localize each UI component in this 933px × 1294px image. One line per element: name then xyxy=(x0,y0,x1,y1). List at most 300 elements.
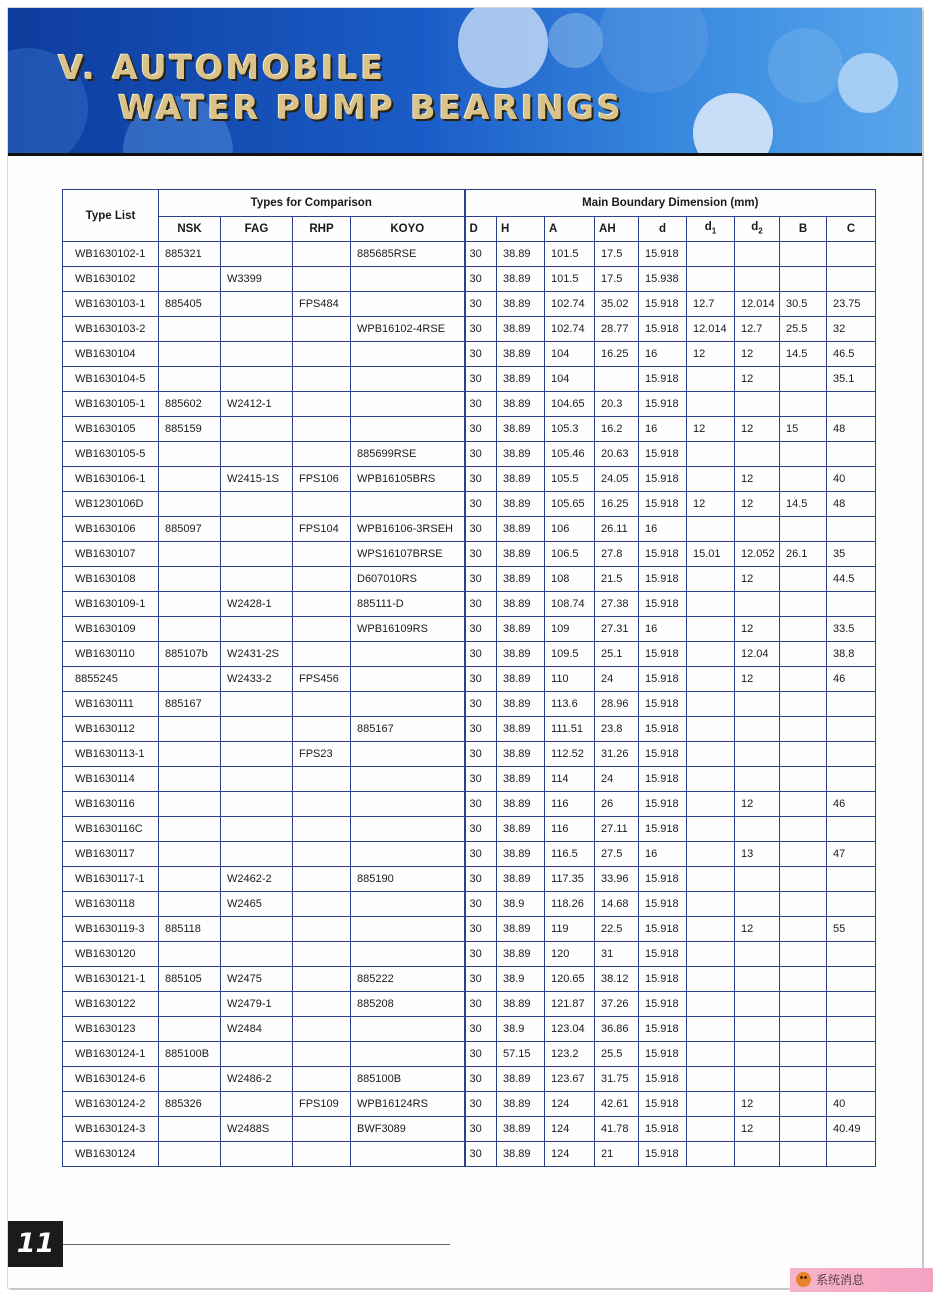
cell-C xyxy=(827,1142,876,1167)
cell-d1: 12 xyxy=(687,492,735,517)
cell-H: 57.15 xyxy=(497,1042,545,1067)
cell-type: WB1630124-3 xyxy=(63,1117,159,1142)
col-header-fag: FAG xyxy=(221,217,293,242)
cell-D: 30 xyxy=(465,417,497,442)
cell-D: 30 xyxy=(465,717,497,742)
cell-C xyxy=(827,267,876,292)
cell-B xyxy=(780,1142,827,1167)
cell-H: 38.89 xyxy=(497,467,545,492)
cell-d2 xyxy=(735,692,780,717)
cell-rhp xyxy=(293,717,351,742)
cell-H: 38.89 xyxy=(497,767,545,792)
col-header-d1 xyxy=(687,217,735,242)
cell-D: 30 xyxy=(465,1067,497,1092)
cell-d2 xyxy=(735,967,780,992)
col-header-B: B xyxy=(780,217,827,242)
cell-AH: 23.8 xyxy=(595,717,639,742)
cell-fag xyxy=(221,1042,293,1067)
table-row xyxy=(63,367,876,392)
cell-D: 30 xyxy=(465,942,497,967)
cell-d1 xyxy=(687,817,735,842)
cell-d: 15.918 xyxy=(639,992,687,1017)
cell-AH: 25.1 xyxy=(595,642,639,667)
cell-C xyxy=(827,767,876,792)
cell-rhp xyxy=(293,692,351,717)
cell-fag: W3399 xyxy=(221,267,293,292)
cell-type: WB1630103-2 xyxy=(63,317,159,342)
cell-C: 40 xyxy=(827,467,876,492)
cell-A: 116.5 xyxy=(545,842,595,867)
cell-fag xyxy=(221,342,293,367)
cell-type: WB1630109 xyxy=(63,617,159,642)
cell-rhp xyxy=(293,967,351,992)
cell-d1 xyxy=(687,717,735,742)
cell-C: 23.75 xyxy=(827,292,876,317)
cell-fag xyxy=(221,717,293,742)
col-header-d2 xyxy=(735,217,780,242)
comparison-group-header: Types for Comparison xyxy=(159,190,465,217)
cell-nsk xyxy=(159,317,221,342)
cell-type: WB1630124-2 xyxy=(63,1092,159,1117)
cell-koyo: WPB16106-3RSEH xyxy=(351,517,465,542)
cell-H: 38.9 xyxy=(497,1017,545,1042)
cell-nsk xyxy=(159,767,221,792)
cell-AH: 24 xyxy=(595,767,639,792)
system-message-button[interactable] xyxy=(790,1268,933,1292)
cell-type: WB1630107 xyxy=(63,542,159,567)
cell-AH: 24.05 xyxy=(595,467,639,492)
cell-B: 15 xyxy=(780,417,827,442)
cell-nsk: 885167 xyxy=(159,692,221,717)
cell-A: 124 xyxy=(545,1117,595,1142)
cell-B xyxy=(780,267,827,292)
cell-d: 15.918 xyxy=(639,867,687,892)
cell-rhp xyxy=(293,542,351,567)
table-row xyxy=(63,292,876,317)
cell-d: 15.918 xyxy=(639,542,687,567)
cell-C: 44.5 xyxy=(827,567,876,592)
cell-H: 38.89 xyxy=(497,392,545,417)
cell-AH: 41.78 xyxy=(595,1117,639,1142)
table-row xyxy=(63,1017,876,1042)
cell-fag xyxy=(221,792,293,817)
table-row xyxy=(63,317,876,342)
cell-koyo: 885100B xyxy=(351,1067,465,1092)
cell-H: 38.89 xyxy=(497,742,545,767)
cell-nsk xyxy=(159,467,221,492)
cell-rhp: FPS106 xyxy=(293,467,351,492)
cell-H: 38.89 xyxy=(497,717,545,742)
page-number: 11 xyxy=(8,1221,63,1267)
cell-type: WB1630104-5 xyxy=(63,367,159,392)
cell-koyo xyxy=(351,842,465,867)
cell-rhp xyxy=(293,767,351,792)
cell-nsk xyxy=(159,492,221,517)
cell-C: 35.1 xyxy=(827,367,876,392)
cell-rhp xyxy=(293,642,351,667)
cell-fag xyxy=(221,317,293,342)
cell-d: 15.918 xyxy=(639,642,687,667)
cell-nsk xyxy=(159,717,221,742)
banner-divider xyxy=(8,153,922,156)
cell-fag: W2488S xyxy=(221,1117,293,1142)
cell-D: 30 xyxy=(465,1017,497,1042)
cell-H: 38.89 xyxy=(497,1067,545,1092)
cell-rhp xyxy=(293,892,351,917)
cell-koyo: 885208 xyxy=(351,992,465,1017)
cell-A: 123.67 xyxy=(545,1067,595,1092)
cell-B xyxy=(780,567,827,592)
system-message-label: 系统消息 xyxy=(816,1273,865,1287)
cell-d1 xyxy=(687,267,735,292)
cell-d: 15.918 xyxy=(639,292,687,317)
cell-A: 117.35 xyxy=(545,867,595,892)
cell-B xyxy=(780,367,827,392)
cell-d: 15.918 xyxy=(639,1042,687,1067)
cell-B xyxy=(780,767,827,792)
cell-nsk xyxy=(159,1067,221,1092)
table-row xyxy=(63,742,876,767)
cell-D: 30 xyxy=(465,867,497,892)
cell-B: 14.5 xyxy=(780,342,827,367)
cell-B xyxy=(780,442,827,467)
table-row xyxy=(63,592,876,617)
cell-H: 38.89 xyxy=(497,842,545,867)
cell-rhp xyxy=(293,442,351,467)
cell-type: WB1630121-1 xyxy=(63,967,159,992)
cell-d2: 12.014 xyxy=(735,292,780,317)
table-row xyxy=(63,1142,876,1167)
cell-AH: 27.31 xyxy=(595,617,639,642)
cell-nsk xyxy=(159,1142,221,1167)
page-title-line-2: WATER PUMP BEARINGS xyxy=(118,88,624,127)
bearing-comparison-table xyxy=(62,189,876,1167)
cell-koyo xyxy=(351,267,465,292)
cell-fag: W2465 xyxy=(221,892,293,917)
cell-fag xyxy=(221,742,293,767)
cell-B xyxy=(780,867,827,892)
cell-D: 30 xyxy=(465,992,497,1017)
cell-d: 15.918 xyxy=(639,792,687,817)
cell-C xyxy=(827,742,876,767)
cell-d2: 12 xyxy=(735,417,780,442)
cell-d2: 12 xyxy=(735,1092,780,1117)
cell-d2 xyxy=(735,867,780,892)
cell-H: 38.89 xyxy=(497,1117,545,1142)
cell-d2 xyxy=(735,1142,780,1167)
cell-C: 46 xyxy=(827,667,876,692)
cell-rhp xyxy=(293,342,351,367)
cell-H: 38.89 xyxy=(497,1092,545,1117)
cell-koyo xyxy=(351,742,465,767)
col-header-rhp: RHP xyxy=(293,217,351,242)
cell-d1 xyxy=(687,242,735,267)
table-row xyxy=(63,417,876,442)
cell-nsk xyxy=(159,1117,221,1142)
cell-B: 26.1 xyxy=(780,542,827,567)
cell-d2 xyxy=(735,242,780,267)
cell-d: 15.918 xyxy=(639,492,687,517)
cell-d1 xyxy=(687,367,735,392)
cell-A: 104 xyxy=(545,367,595,392)
cell-fag: W2484 xyxy=(221,1017,293,1042)
cell-AH: 37.26 xyxy=(595,992,639,1017)
cell-nsk xyxy=(159,567,221,592)
col-header-d1-base: d xyxy=(704,220,712,233)
cell-B xyxy=(780,642,827,667)
cell-d1 xyxy=(687,517,735,542)
cell-C xyxy=(827,817,876,842)
cell-fag xyxy=(221,242,293,267)
cell-rhp xyxy=(293,317,351,342)
cell-D: 30 xyxy=(465,242,497,267)
page-banner xyxy=(8,8,922,153)
cell-fag xyxy=(221,1092,293,1117)
table-row xyxy=(63,917,876,942)
cell-nsk: 885118 xyxy=(159,917,221,942)
cell-AH: 31.75 xyxy=(595,1067,639,1092)
cell-d: 15.918 xyxy=(639,742,687,767)
cell-nsk xyxy=(159,942,221,967)
cell-type: WB1630111 xyxy=(63,692,159,717)
cell-B: 25.5 xyxy=(780,317,827,342)
cell-nsk xyxy=(159,867,221,892)
table-row xyxy=(63,1117,876,1142)
cell-C: 38.8 xyxy=(827,642,876,667)
cell-D: 30 xyxy=(465,1117,497,1142)
cell-rhp: FPS23 xyxy=(293,742,351,767)
banner-bubble xyxy=(768,28,843,103)
cell-koyo xyxy=(351,492,465,517)
cell-C xyxy=(827,392,876,417)
col-header-C: C xyxy=(827,217,876,242)
cell-fag: W2412-1 xyxy=(221,392,293,417)
cell-A: 121.87 xyxy=(545,992,595,1017)
catalog-page xyxy=(8,8,922,1288)
page-title-line-1: V. AUTOMOBILE xyxy=(58,48,387,87)
cell-rhp xyxy=(293,592,351,617)
cell-type: WB1630105 xyxy=(63,417,159,442)
cell-rhp xyxy=(293,992,351,1017)
cell-H: 38.89 xyxy=(497,1142,545,1167)
cell-C xyxy=(827,942,876,967)
cell-d2: 12.052 xyxy=(735,542,780,567)
cell-AH: 27.38 xyxy=(595,592,639,617)
cell-rhp xyxy=(293,842,351,867)
cell-A: 114 xyxy=(545,767,595,792)
table-row xyxy=(63,342,876,367)
cell-A: 105.65 xyxy=(545,492,595,517)
cell-C: 33.5 xyxy=(827,617,876,642)
cell-B: 30.5 xyxy=(780,292,827,317)
cell-d1 xyxy=(687,1042,735,1067)
cell-koyo xyxy=(351,1017,465,1042)
col-header-A: A xyxy=(545,217,595,242)
cell-d1 xyxy=(687,967,735,992)
cell-nsk xyxy=(159,992,221,1017)
cell-C xyxy=(827,892,876,917)
cell-nsk: 885097 xyxy=(159,517,221,542)
cell-rhp xyxy=(293,267,351,292)
cell-type: WB1630122 xyxy=(63,992,159,1017)
cell-AH: 14.68 xyxy=(595,892,639,917)
cell-d1 xyxy=(687,742,735,767)
cell-type: WB1230106D xyxy=(63,492,159,517)
cell-AH: 26 xyxy=(595,792,639,817)
cell-fag: W2462-2 xyxy=(221,867,293,892)
cell-A: 101.5 xyxy=(545,242,595,267)
cell-B xyxy=(780,842,827,867)
cell-D: 30 xyxy=(465,767,497,792)
cell-A: 120.65 xyxy=(545,967,595,992)
table-row xyxy=(63,1092,876,1117)
cell-koyo: WPS16107BRSE xyxy=(351,542,465,567)
cell-B xyxy=(780,242,827,267)
cell-koyo xyxy=(351,917,465,942)
cell-C xyxy=(827,992,876,1017)
cell-B xyxy=(780,942,827,967)
cell-H: 38.89 xyxy=(497,292,545,317)
cell-B: 14.5 xyxy=(780,492,827,517)
cell-A: 110 xyxy=(545,667,595,692)
cell-type: WB1630118 xyxy=(63,892,159,917)
cell-fag xyxy=(221,817,293,842)
cell-fag: W2415-1S xyxy=(221,467,293,492)
cell-type: 8855245 xyxy=(63,667,159,692)
cell-H: 38.89 xyxy=(497,667,545,692)
cell-fag xyxy=(221,1142,293,1167)
cell-koyo xyxy=(351,942,465,967)
cell-D: 30 xyxy=(465,292,497,317)
page-title xyxy=(58,48,624,128)
cell-D: 30 xyxy=(465,592,497,617)
cell-H: 38.89 xyxy=(497,242,545,267)
cell-AH: 20.3 xyxy=(595,392,639,417)
cell-D: 30 xyxy=(465,742,497,767)
table-row xyxy=(63,767,876,792)
cell-D: 30 xyxy=(465,542,497,567)
cell-d2: 12 xyxy=(735,617,780,642)
cell-d: 15.918 xyxy=(639,317,687,342)
cell-B xyxy=(780,392,827,417)
cell-d: 15.918 xyxy=(639,467,687,492)
cell-rhp xyxy=(293,1042,351,1067)
cell-B xyxy=(780,617,827,642)
cell-AH: 27.5 xyxy=(595,842,639,867)
cell-nsk: 885321 xyxy=(159,242,221,267)
cell-rhp xyxy=(293,1117,351,1142)
cell-koyo xyxy=(351,767,465,792)
cell-type: WB1630124-6 xyxy=(63,1067,159,1092)
cell-A: 118.26 xyxy=(545,892,595,917)
cell-d: 15.918 xyxy=(639,917,687,942)
cell-AH: 36.86 xyxy=(595,1017,639,1042)
cell-type: WB1630109-1 xyxy=(63,592,159,617)
table-row xyxy=(63,517,876,542)
cell-nsk xyxy=(159,817,221,842)
table-row xyxy=(63,442,876,467)
cell-A: 106.5 xyxy=(545,542,595,567)
cell-H: 38.89 xyxy=(497,442,545,467)
cell-D: 30 xyxy=(465,492,497,517)
table-row xyxy=(63,467,876,492)
cell-rhp: FPS109 xyxy=(293,1092,351,1117)
cell-H: 38.89 xyxy=(497,692,545,717)
cell-H: 38.89 xyxy=(497,542,545,567)
cell-d: 15.918 xyxy=(639,1142,687,1167)
cell-type: WB1630104 xyxy=(63,342,159,367)
cell-type: WB1630116C xyxy=(63,817,159,842)
cell-D: 30 xyxy=(465,1092,497,1117)
cell-AH: 33.96 xyxy=(595,867,639,892)
table-row xyxy=(63,717,876,742)
cell-A: 123.2 xyxy=(545,1042,595,1067)
cell-d1: 12.014 xyxy=(687,317,735,342)
cell-C xyxy=(827,867,876,892)
cell-AH: 16.25 xyxy=(595,492,639,517)
table-row xyxy=(63,392,876,417)
cell-d2 xyxy=(735,517,780,542)
table-column-header-row xyxy=(63,217,876,242)
cell-type: WB1630116 xyxy=(63,792,159,817)
cell-AH: 17.5 xyxy=(595,267,639,292)
cell-koyo xyxy=(351,1142,465,1167)
cell-type: WB1630119-3 xyxy=(63,917,159,942)
col-header-D: D xyxy=(465,217,497,242)
cell-fag: W2431-2S xyxy=(221,642,293,667)
cell-A: 105.5 xyxy=(545,467,595,492)
cell-rhp xyxy=(293,417,351,442)
cell-H: 38.89 xyxy=(497,342,545,367)
col-header-AH: AH xyxy=(595,217,639,242)
cell-type: WB1630108 xyxy=(63,567,159,592)
cell-d1 xyxy=(687,667,735,692)
cell-d2 xyxy=(735,742,780,767)
cell-D: 30 xyxy=(465,517,497,542)
cell-d2 xyxy=(735,1042,780,1067)
col-header-d: d xyxy=(639,217,687,242)
cell-AH: 26.11 xyxy=(595,517,639,542)
cell-type: WB1630106 xyxy=(63,517,159,542)
cell-A: 102.74 xyxy=(545,292,595,317)
cell-koyo: 885167 xyxy=(351,717,465,742)
cell-rhp xyxy=(293,1017,351,1042)
cell-H: 38.9 xyxy=(497,967,545,992)
cell-H: 38.89 xyxy=(497,867,545,892)
cell-B xyxy=(780,742,827,767)
cell-d2 xyxy=(735,442,780,467)
table-row xyxy=(63,267,876,292)
cell-D: 30 xyxy=(465,917,497,942)
cell-B xyxy=(780,817,827,842)
cell-B xyxy=(780,892,827,917)
cell-D: 30 xyxy=(465,467,497,492)
cell-type: WB1630103-1 xyxy=(63,292,159,317)
cell-d2: 12.04 xyxy=(735,642,780,667)
cell-rhp xyxy=(293,1142,351,1167)
cell-d: 15.918 xyxy=(639,1017,687,1042)
cell-C xyxy=(827,517,876,542)
cell-rhp xyxy=(293,792,351,817)
cell-AH xyxy=(595,367,639,392)
cell-koyo: 885685RSE xyxy=(351,242,465,267)
cell-d2 xyxy=(735,817,780,842)
cell-koyo xyxy=(351,667,465,692)
cell-B xyxy=(780,792,827,817)
cell-type: WB1630102 xyxy=(63,267,159,292)
cell-fag: W2479-1 xyxy=(221,992,293,1017)
table-row xyxy=(63,792,876,817)
